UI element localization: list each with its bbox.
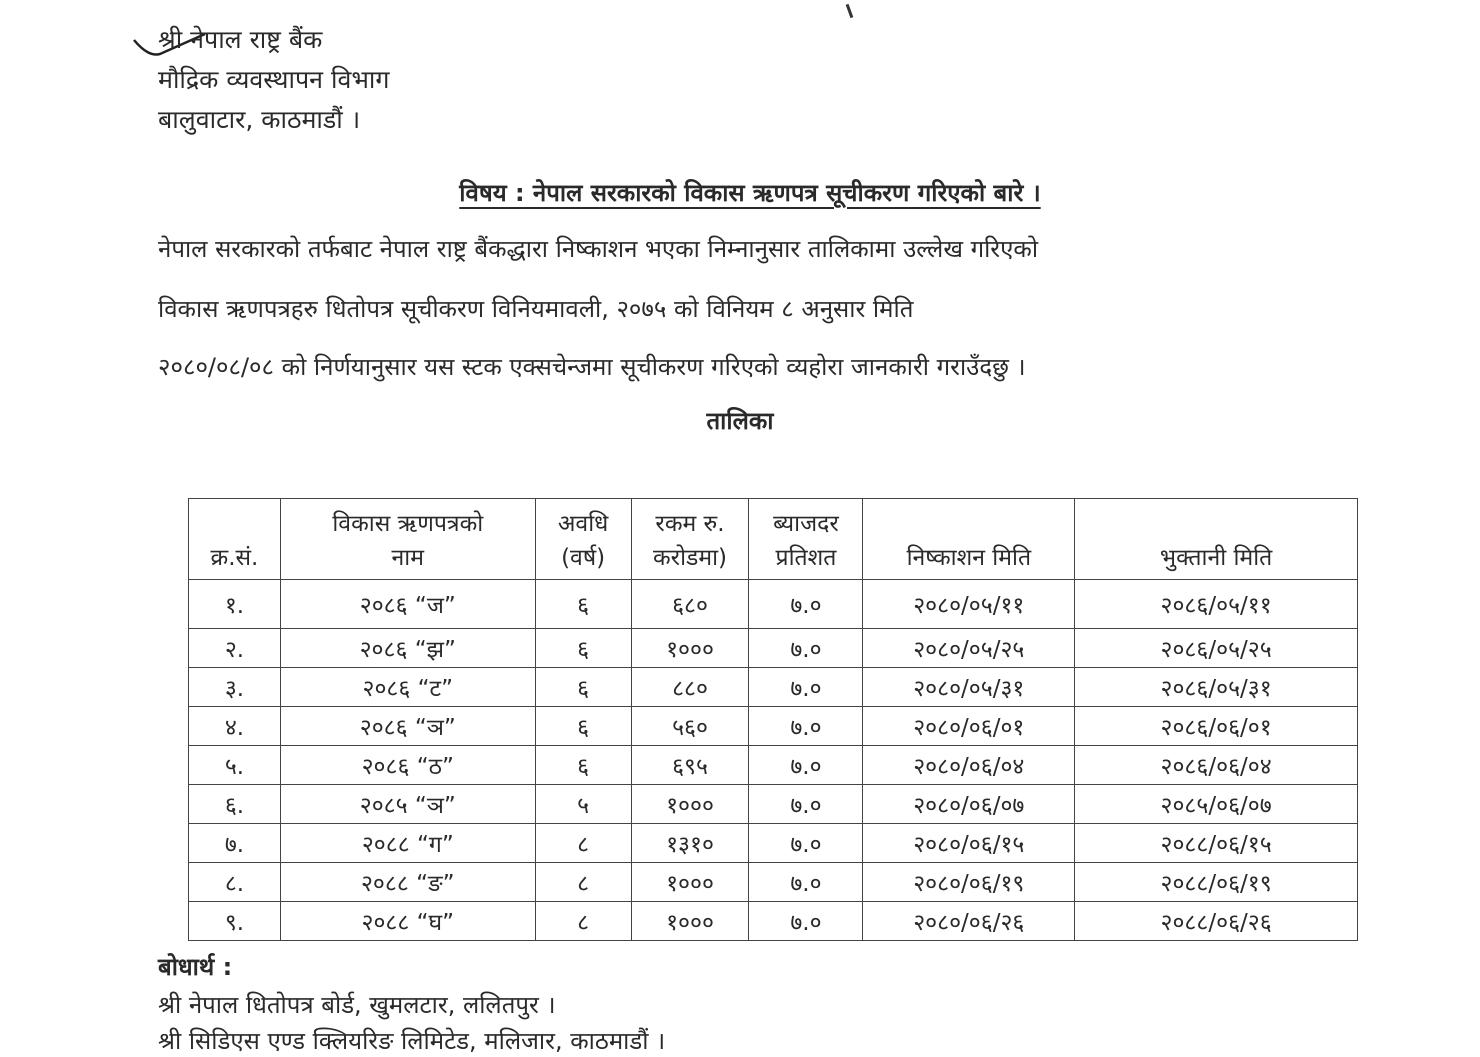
body-line-1: नेपाल सरकारको तर्फबाट नेपाल राष्ट्र बैंकद्धारा निष्काशन भएका निम्नानुसार तालिकामा उल्लेख गरिएको: [158, 235, 1039, 263]
cell-amount: १०००: [631, 902, 749, 941]
cell-maturity: २०८६/०५/११: [1075, 580, 1358, 629]
cell-issue: २०८०/०६/१५: [863, 824, 1075, 863]
cell-sn: ४.: [189, 707, 281, 746]
cell-amount: ५६०: [631, 707, 749, 746]
cell-rate: ७.०: [749, 785, 863, 824]
pen-mark: [846, 4, 854, 18]
cell-sn: २.: [189, 629, 281, 668]
cell-name: २०८५ “ञ”: [280, 785, 535, 824]
header-amount: रकम रु. करोडमा): [631, 499, 749, 580]
cell-sn: ७.: [189, 824, 281, 863]
table-row: [189, 668, 1358, 707]
cell-maturity: २०८६/०५/३१: [1075, 668, 1358, 707]
cell-maturity: २०८५/०६/०७: [1075, 785, 1358, 824]
table-body: [189, 580, 1358, 941]
table-row: [189, 580, 1358, 629]
cell-issue: २०८०/०६/०७: [863, 785, 1075, 824]
cell-rate: ७.०: [749, 707, 863, 746]
cell-term: ८: [535, 824, 631, 863]
cell-term: ६: [535, 707, 631, 746]
cell-term: ६: [535, 746, 631, 785]
cell-amount: ६८०: [631, 580, 749, 629]
table-row: [189, 785, 1358, 824]
cell-amount: ६९५: [631, 746, 749, 785]
cell-term: ५: [535, 785, 631, 824]
cell-term: ६: [535, 580, 631, 629]
cc-line-1: श्री नेपाल धितोपत्र बोर्ड, खुमलटार, ललितपुर ।: [158, 991, 556, 1019]
cell-sn: १.: [189, 580, 281, 629]
recipient-line-2: मौद्रिक व्यवस्थापन विभाग: [158, 65, 390, 94]
cell-issue: २०८०/०६/२६: [863, 902, 1075, 941]
cell-amount: १३१०: [631, 824, 749, 863]
header-name: विकास ऋणपत्रको नाम: [280, 499, 535, 580]
cell-name: २०८६ “झ”: [280, 629, 535, 668]
cell-sn: ६.: [189, 785, 281, 824]
cell-issue: २०८०/०६/०१: [863, 707, 1075, 746]
body-line-3: २०८०/०८/०८ को निर्णयानुसार यस स्टक एक्सचेन्जमा सूचीकरण गरिएको व्यहोरा जानकारी गराउँदछु ।: [158, 353, 1026, 381]
table-row: [189, 902, 1358, 941]
cell-amount: १०००: [631, 629, 749, 668]
cell-issue: २०८०/०६/१९: [863, 863, 1075, 902]
table-row: [189, 746, 1358, 785]
cell-amount: १०००: [631, 785, 749, 824]
cell-rate: ७.०: [749, 580, 863, 629]
cell-term: ८: [535, 902, 631, 941]
cell-name: २०८८ “ग”: [280, 824, 535, 863]
header-issue-date: निष्काशन मिति: [863, 499, 1075, 580]
body-line-2: विकास ऋणपत्रहरु धितोपत्र सूचीकरण विनियमावली, २०७५ को विनियम ८ अनुसार मिति: [158, 295, 914, 323]
header-term: अवधि (वर्ष): [535, 499, 631, 580]
bond-table: [188, 498, 1358, 941]
cell-name: २०८६ “ज”: [280, 580, 535, 629]
cell-issue: २०८०/०६/०४: [863, 746, 1075, 785]
cell-rate: ७.०: [749, 629, 863, 668]
recipient-line-1: श्री नेपाल राष्ट्र बैंक: [158, 25, 323, 54]
subject-text: विषय : नेपाल सरकारको विकास ऋणपत्र सूचीकरण गरिएको बारे ।: [459, 179, 1041, 207]
cell-issue: २०८०/०५/२५: [863, 629, 1075, 668]
table-caption: तालिका: [706, 407, 774, 435]
cell-name: २०८६ “ट”: [280, 668, 535, 707]
cell-maturity: २०८६/०५/२५: [1075, 629, 1358, 668]
cell-maturity: २०८६/०६/०१: [1075, 707, 1358, 746]
cell-rate: ७.०: [749, 824, 863, 863]
cell-sn: ३.: [189, 668, 281, 707]
header-maturity-date: भुक्तानी मिति: [1075, 499, 1358, 580]
cell-name: २०८६ “ठ”: [280, 746, 535, 785]
cell-maturity: २०८८/०६/१९: [1075, 863, 1358, 902]
cell-rate: ७.०: [749, 668, 863, 707]
recipient-address: [158, 20, 389, 140]
cell-name: २०८८ “ङ”: [280, 863, 535, 902]
cell-maturity: २०८६/०६/०४: [1075, 746, 1358, 785]
cell-name: २०८६ “ञ”: [280, 707, 535, 746]
cell-sn: ८.: [189, 863, 281, 902]
header-rate: ब्याजदर प्रतिशत: [749, 499, 863, 580]
cell-issue: २०८०/०५/११: [863, 580, 1075, 629]
table-row: [189, 863, 1358, 902]
header-sn: क्र.सं.: [189, 499, 281, 580]
table-row: [189, 824, 1358, 863]
subject-line: [0, 176, 1480, 209]
cell-amount: १०००: [631, 863, 749, 902]
cell-name: २०८८ “घ”: [280, 902, 535, 941]
table-row: [189, 707, 1358, 746]
cc-label: बोधार्थ :: [158, 953, 233, 981]
cell-amount: ८८०: [631, 668, 749, 707]
table-header-row: [189, 499, 1358, 580]
table-row: [189, 629, 1358, 668]
cell-issue: २०८०/०५/३१: [863, 668, 1075, 707]
cell-term: ६: [535, 668, 631, 707]
cell-rate: ७.०: [749, 902, 863, 941]
cell-sn: ९.: [189, 902, 281, 941]
cell-maturity: २०८८/०६/१५: [1075, 824, 1358, 863]
cell-rate: ७.०: [749, 863, 863, 902]
cell-sn: ५.: [189, 746, 281, 785]
recipient-line-3: बालुवाटार, काठमाडौं ।: [158, 105, 361, 134]
cell-rate: ७.०: [749, 746, 863, 785]
cell-maturity: २०८८/०६/२६: [1075, 902, 1358, 941]
cell-term: ६: [535, 629, 631, 668]
cc-line-2: श्री सिडिएस एण्ड क्लियरिङ लिमिटेड, मलिजार, काठमाडौं ।: [158, 1027, 666, 1055]
cell-term: ८: [535, 863, 631, 902]
